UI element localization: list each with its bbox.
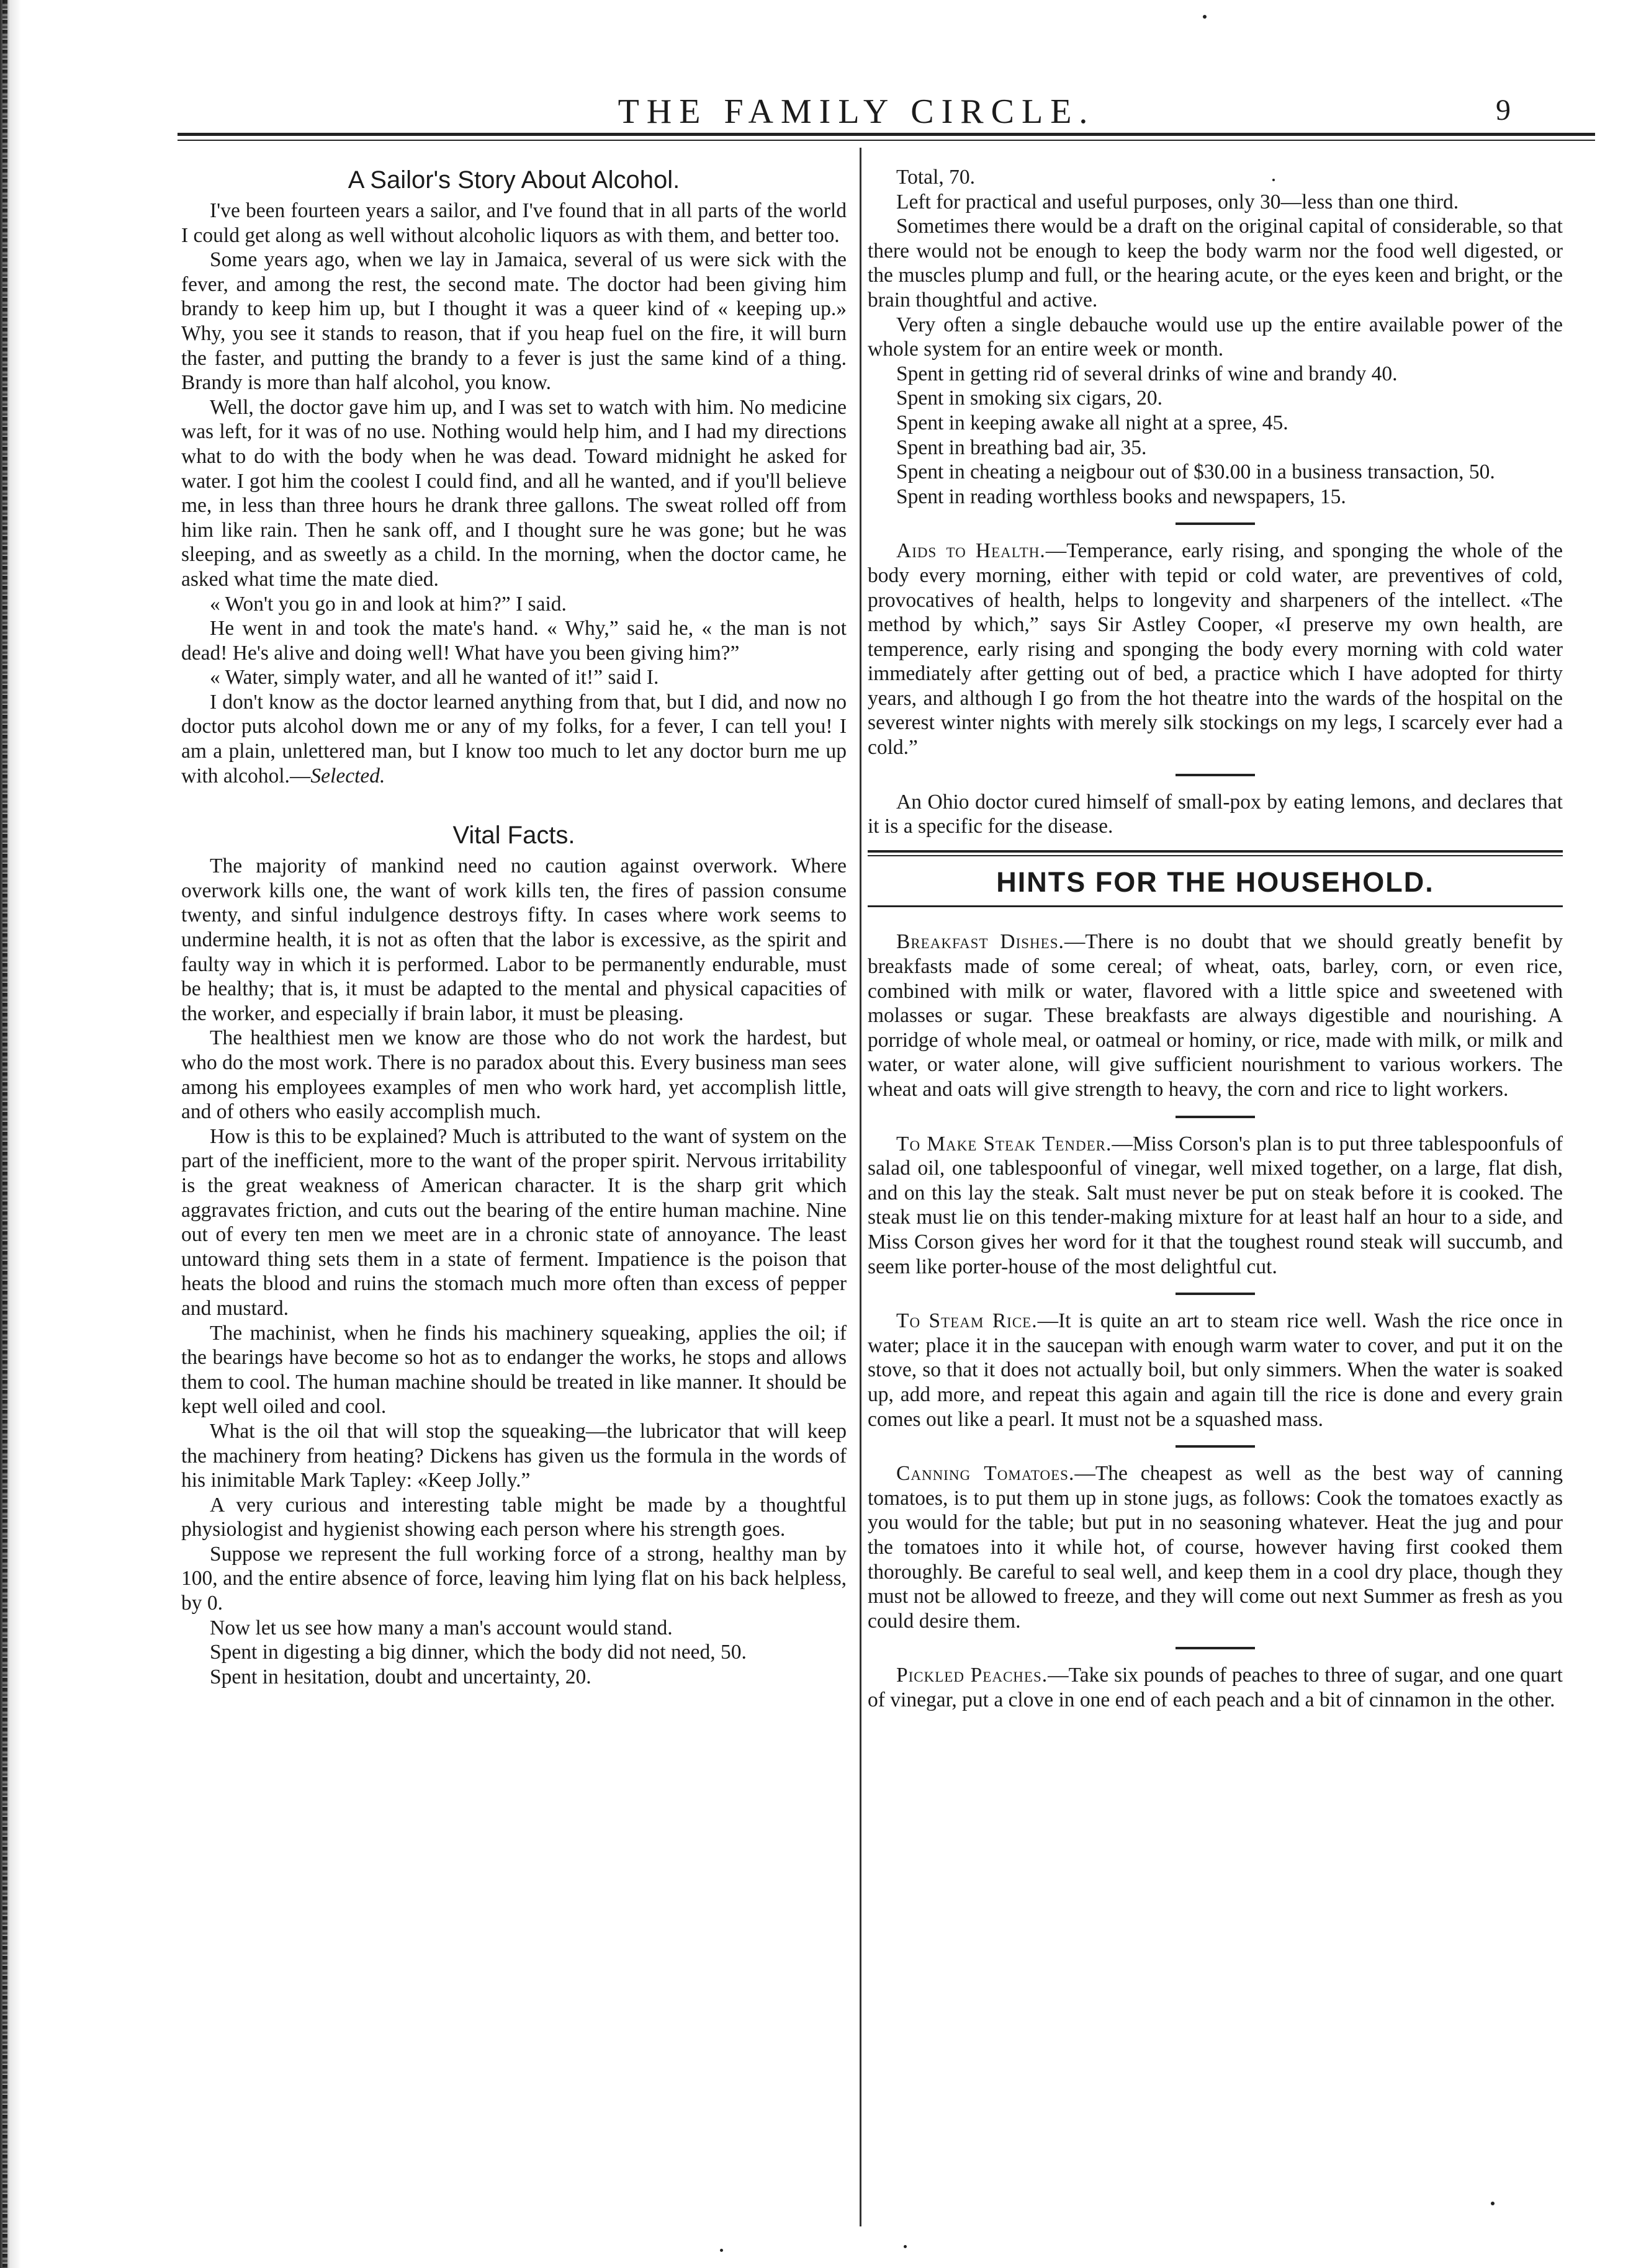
aids-to-health-paragraph — [868, 539, 1563, 760]
aids-to-health-lead: Aids to Health. — [896, 539, 1046, 563]
paper-speck — [720, 2249, 723, 2252]
left-column — [181, 165, 847, 1689]
household-rule-top — [868, 850, 1563, 853]
paper-speck — [904, 2245, 907, 2248]
sailor-paragraph-4: « Won't you go in and look at him?” I said. — [210, 592, 567, 616]
household-rule-bottom — [868, 905, 1563, 907]
vital-paragraph-4: The machinist, when he finds his machinery squeaking, applies the oil; if the bearings have become so hot as to endanger the works, he stops and allows them to cool. The human machine should be treated in like manner. It should be kept well oiled and cool. — [181, 1321, 847, 1419]
vital-draft-paragraph: Sometimes there would be a draft on the original capital of considerable, so that there would not be enough to keep the body warm nor the food well digested, or the muscles plump and full, or the hearing acute, or the eyes keen and bright, or the brain thoughtful and active. — [868, 215, 1563, 312]
household-rule-top-thin — [868, 855, 1563, 856]
vital-paragraph-6: A very curious and interesting table might be made by a thoughtful physiologist and hygienist showing each person where his strength goes. — [181, 1493, 847, 1541]
vital-left-for-use: Left for practical and useful purposes, only 30—less than one third. — [896, 190, 1459, 213]
canning-tomatoes-lead: Canning Tomatoes. — [896, 1462, 1075, 1486]
sailor-paragraph-1: I've been fourteen years a sailor, and I've found that in all parts of the world I could get along as well without alcoholic liquors as with them, and better too. — [181, 199, 847, 247]
page-number: 9 — [1496, 94, 1511, 127]
sailor-paragraph-7-text: I don't know as the doctor learned anything from that, but I did, and now no doctor puts alcohol down me or any of my folks, for a fever, I can tell you! I am a plain, unlettered man, but I know too much to let any doctor burn me up with alcohol.— — [181, 690, 847, 787]
aids-to-health-text: —Temperance, early rising, and sponging the whole of the body every morning, either with tepid or cold water, are preventives of cold, provocatives of health, helps to longevity and sharpeners of the intellect. «The method by which,” says Sir Astley Cooper, «I preserve my own health, are temperence, early rising and sponging the body every morning with cold water immediately after getting out of bed, a practice which I have adopted for thirty years, and although I go from the hot theatre into the wards of the hospital on the severest winter nights with merely silk stockings on my legs, I scarcely ever had a cold.” — [868, 539, 1563, 760]
vital-paragraph-7: Suppose we represent the full working force of a strong, healthy man by 100, and the entire absence of force, leaving him lying flat on his back helpless, by 0. — [181, 1542, 847, 1615]
vital-spent-reading: Spent in reading worthless books and newspapers, 15. — [896, 485, 1346, 508]
pickled-peaches-lead: Pickled Peaches. — [896, 1664, 1048, 1687]
section-separator — [1176, 522, 1255, 525]
paper-speck — [1272, 179, 1275, 181]
column-divider — [860, 148, 861, 2226]
header-rule-thin — [178, 140, 1595, 141]
vital-paragraph-3: How is this to be explained? Much is attributed to the want of system on the part of the inefficient, more to the want of the proper spirit. Nervous irritability is the great weakness of American character. It is the sharp grit which aggravates friction, and cuts out the bearing of the entire human machine. Nine out of every ten men we meet are in a chronic state of annoyance. The least untoward thing sets them in a state of ferment. Impatience is the poison that heats the blood and ruins the stomach much more often than excess of pepper and mustard. — [181, 1124, 847, 1320]
steam-rice-text: —It is quite an art to steam rice well. Wash the rice once in water; place it in the saucepan with enough warm water to cover, and put it on the stove, so that it does not actually boil, but only simmers. When the water is soaked up, add more, and repeat this again and again till the rice is done and every grain comes out like a pearl. It must not be a squashed mass. — [868, 1309, 1563, 1431]
article-gap — [181, 788, 847, 820]
vital-spent-spree: Spent in keeping awake all night at a spree, 45. — [896, 411, 1288, 434]
vital-paragraph-5: What is the oil that will stop the squeaking—the lubricator that will keep the machinery from heating? Dickens has given us the formula in the words of his inimitable Mark Tapley: «Keep Jolly.” — [181, 1419, 847, 1492]
steam-rice-paragraph — [868, 1309, 1563, 1432]
steak-tender-lead: To Make Steak Tender. — [896, 1132, 1112, 1155]
section-separator — [1176, 1116, 1255, 1118]
steam-rice-lead: To Steam Rice. — [896, 1309, 1038, 1333]
section-separator — [1176, 1293, 1255, 1295]
section-separator — [1176, 1647, 1255, 1649]
vital-total: Total, 70. — [896, 166, 975, 189]
sailor-paragraph-7 — [181, 690, 847, 788]
page-binding-edge — [0, 0, 53, 2268]
sailor-signature: Selected. — [310, 764, 385, 787]
section-separator — [1176, 1445, 1255, 1448]
pickled-peaches-text: —Take six pounds of peaches to three of sugar, and one quart of vinegar, put a clove in one end of each peach and a bit of cinnamon in the other. — [868, 1664, 1563, 1711]
vital-paragraph-1: The majority of mankind need no caution against overwork. Where overwork kills one, the want of work kills ten, the fires of passion consume twenty, and sinful indulgence destroys fifty. In cases where work seems to undermine health, it is not as often that the labor is excessive, as the spirit and faulty way in which it is performed. Labor to be permanently endurable, must be healthy; that is, it must be adapted to the mental and physical capacities of the worker, and especially if brain labor, it must be pleasing. — [181, 854, 847, 1025]
sailor-paragraph-5: He went in and took the mate's hand. « Why,” said he, « the man is not dead! He's alive and doing well! What have you been giving him?” — [181, 617, 847, 665]
right-column — [868, 165, 1563, 1712]
paper-speck — [1491, 2202, 1495, 2205]
article-title-vital: Vital Facts. — [452, 822, 575, 849]
breakfast-dishes-paragraph — [868, 930, 1563, 1101]
section-separator — [1176, 774, 1255, 776]
vital-paragraph-2: The healthiest men we know are those who do not work the hardest, but who do the most work. There is no paradox about this. Every business man sees among his employees examples of men who work hard, yet accomplish little, and of others who easily accomplish much. — [181, 1026, 847, 1124]
vital-paragraph-9: Spent in digesting a big dinner, which the body did not need, 50. — [210, 1641, 747, 1664]
steak-tender-paragraph — [868, 1132, 1563, 1280]
canning-tomatoes-paragraph — [868, 1461, 1563, 1633]
sailor-paragraph-6: « Water, simply water, and all he wanted of it!” said I. — [210, 666, 659, 689]
vital-paragraph-8: Now let us see how many a man's account would stand. — [210, 1616, 673, 1639]
vital-paragraph-10: Spent in hesitation, doubt and uncertainty, 20. — [210, 1665, 591, 1688]
sailor-paragraph-2: Some years ago, when we lay in Jamaica, several of us were sick with the fever, and among the rest, the second mate. The doctor had been giving him brandy to keep him up, but I thought it was a queer kind of « keeping up.» Why, you see it stands to reason, that if you heap fuel on the fire, it will burn the faster, and putting the brandy to a fever is just the same kind of a thing. Brandy is more than half alcohol, you know. — [181, 248, 847, 395]
vital-spent-wine: Spent in getting rid of several drinks of wine and brandy 40. — [896, 362, 1398, 385]
paper-speck — [1203, 15, 1207, 19]
vital-spent-cheating: Spent in cheating a neigbour out of $30.00 in a business transaction, 50. — [896, 460, 1495, 484]
steak-tender-text: —Miss Corson's plan is to put three tablespoonfuls of salad oil, one tablespoonful of vinegar, well mixed together, on a large, flat dish, and on this lay the steak. Salt must never be put on steak before it is cooked. The steak must lie on this tender-making mixture for at least half an hour to a side, and Miss Corson gives her word for it that the toughest round steak will succumb, and seem like porter-house of the most delightful cut. — [868, 1132, 1563, 1278]
breakfast-dishes-text: —There is no doubt that we should greatly benefit by breakfasts made of some cereal; of wheat, oats, barley, corn, or even rice, combined with milk or water, flavored with a little spice and sweetened with molasses or sugar. These breakfasts are always digestible and nourishing. A porridge of whole meal, or oatmeal or hominy, or rice, made with milk, or milk and water, or water alone, will give sufficient nourishment to various workers. The wheat and oats will give strength to heavy, the corn and rice to light workers. — [868, 930, 1563, 1101]
header-rule — [178, 133, 1595, 136]
vital-spent-cigars: Spent in smoking six cigars, 20. — [896, 387, 1162, 410]
household-section-title: HINTS FOR THE HOUSEHOLD. — [996, 866, 1434, 898]
canning-tomatoes-text: —The cheapest as well as the best way of canning tomatoes, is to put them up in stone jugs, as follows: Cook the tomatoes exactly as you would for the table; but put in no seasoning whatever. Heat the jug and pour the tomatoes into it while hot, of course, however having first cooked them thoroughly. Be careful to seal well, and keep them in a cool dry place, though they must not be allowed to freeze, and they will come out next Summer as fresh as you could desire them. — [868, 1462, 1563, 1633]
ohio-doctor-paragraph: An Ohio doctor cured himself of small-pox by eating lemons, and declares that it is a specific for the disease. — [868, 790, 1563, 838]
breakfast-dishes-lead: Breakfast Dishes. — [896, 930, 1064, 954]
vital-debauche-paragraph: Very often a single debauche would use up the entire available power of the whole system for an entire week or month. — [868, 313, 1563, 361]
article-title-sailor: A Sailor's Story About Alcohol. — [348, 166, 680, 194]
pickled-peaches-paragraph — [868, 1663, 1563, 1712]
vital-spent-bad-air: Spent in breathing bad air, 35. — [896, 436, 1147, 459]
sailor-paragraph-3: Well, the doctor gave him up, and I was set to watch with him. No medicine was left, for it was of no use. Nothing would help him, and I had my directions what to do with the body when he was dead. Toward midnight he asked for water. I got him the coolest I could find, and all he wanted, and if you'll believe me, in less than three hours he drank three gallons. The sweat rolled off from him like rain. Then he sank off, and I thought sure he was gone; but he was sleeping, and as sweetly as a child. In the morning, when the doctor came, he asked what time the mate died. — [181, 395, 847, 591]
running-header-title: THE FAMILY CIRCLE. — [618, 92, 1095, 131]
